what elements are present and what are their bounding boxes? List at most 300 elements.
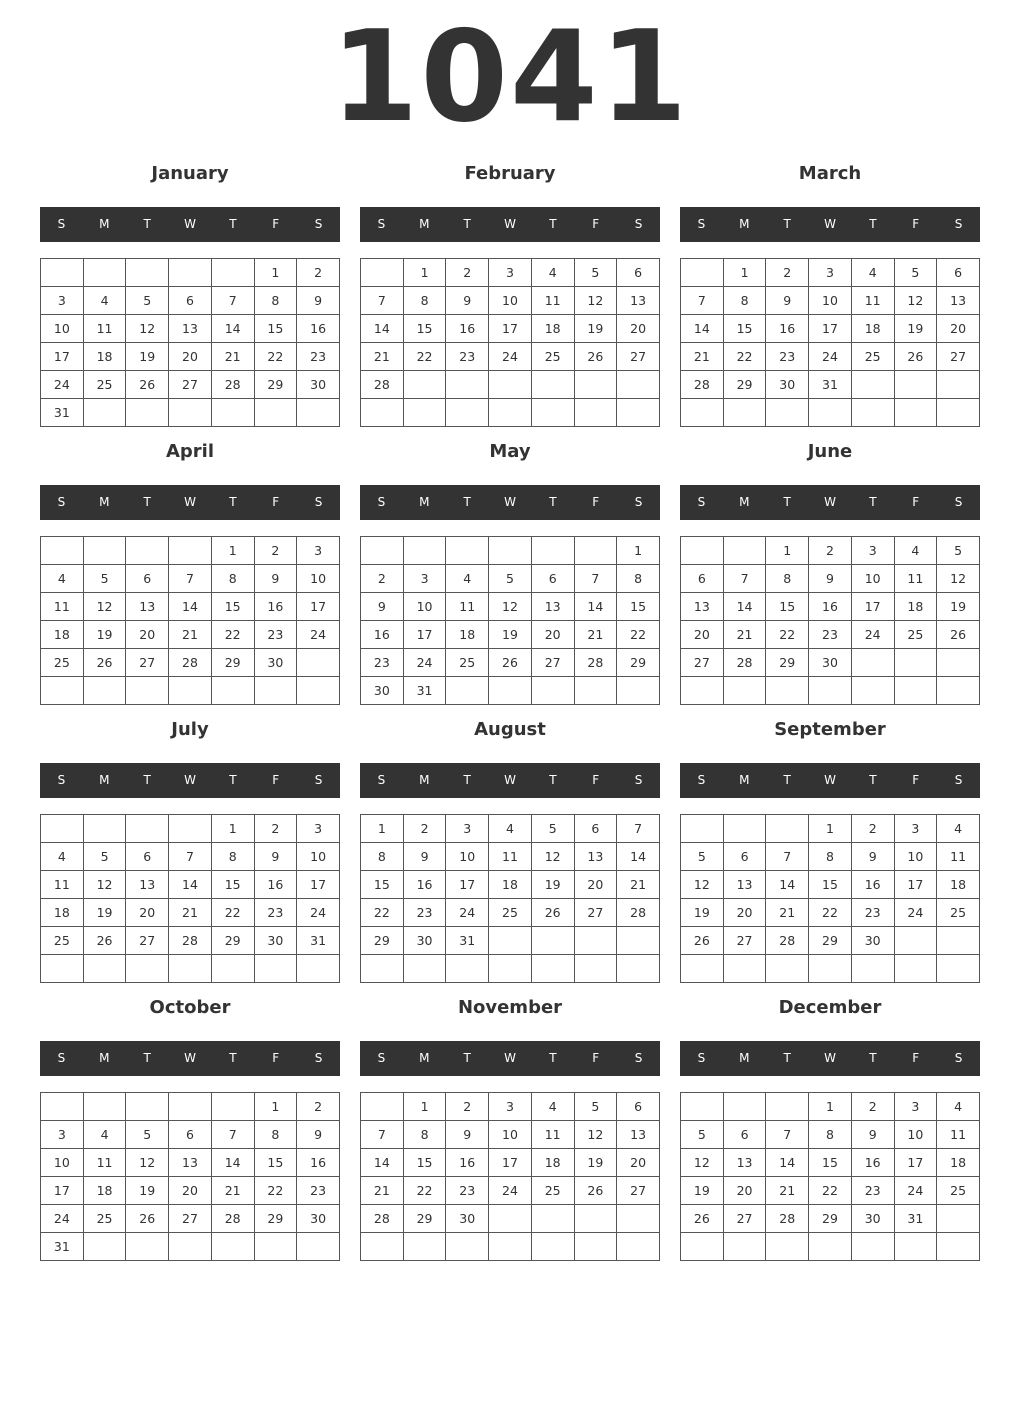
weekday-label: T <box>869 773 877 787</box>
week-row <box>361 1177 660 1205</box>
weekday-label: T <box>229 495 237 509</box>
day-cell: 13 <box>169 1149 212 1177</box>
empty-day-cell <box>297 399 340 427</box>
day-cell: 8 <box>254 287 297 315</box>
weekday-header <box>40 763 340 798</box>
empty-day-cell <box>169 815 212 843</box>
day-cell: 4 <box>937 815 980 843</box>
empty-day-cell <box>41 259 84 287</box>
day-cell: 30 <box>254 649 297 677</box>
day-cell: 15 <box>766 593 809 621</box>
day-cell: 19 <box>574 1149 617 1177</box>
day-cell: 22 <box>809 899 852 927</box>
day-cell: 3 <box>41 1121 84 1149</box>
weekday-label: M <box>739 495 750 509</box>
day-cell: 19 <box>126 343 169 371</box>
day-cell: 10 <box>894 843 937 871</box>
weekday-header <box>360 763 660 798</box>
day-cell: 2 <box>297 1093 340 1121</box>
week-row <box>681 565 980 593</box>
week-row <box>361 1205 660 1233</box>
week-row <box>41 315 340 343</box>
day-cell: 31 <box>809 371 852 399</box>
empty-day-cell <box>681 955 724 983</box>
empty-day-cell <box>851 955 894 983</box>
day-cell: 9 <box>851 843 894 871</box>
day-cell: 13 <box>937 287 980 315</box>
week-row <box>41 1233 340 1261</box>
day-cell: 25 <box>83 371 126 399</box>
day-cell: 26 <box>894 343 937 371</box>
empty-day-cell <box>574 1233 617 1261</box>
day-cell: 8 <box>211 843 254 871</box>
empty-day-cell <box>531 1233 574 1261</box>
empty-day-cell <box>489 677 532 705</box>
weekday-label: T <box>143 495 151 509</box>
day-cell: 22 <box>211 621 254 649</box>
day-cell: 30 <box>446 1205 489 1233</box>
empty-day-cell <box>894 649 937 677</box>
weekday-label: M <box>739 1051 750 1065</box>
day-cell: 27 <box>126 649 169 677</box>
empty-day-cell <box>851 371 894 399</box>
day-cell: 23 <box>809 621 852 649</box>
day-cell: 10 <box>894 1121 937 1149</box>
day-cell: 7 <box>211 1121 254 1149</box>
weekday-header <box>360 207 660 242</box>
weekday-label: T <box>143 773 151 787</box>
day-cell: 28 <box>211 371 254 399</box>
day-cell: 13 <box>574 843 617 871</box>
weekday-label: W <box>184 1051 196 1065</box>
empty-day-cell <box>766 955 809 983</box>
week-row <box>41 399 340 427</box>
weekday-label: T <box>463 495 471 509</box>
empty-day-cell <box>894 371 937 399</box>
day-cell: 22 <box>403 1177 446 1205</box>
day-cell: 25 <box>41 927 84 955</box>
day-cell: 8 <box>766 565 809 593</box>
empty-day-cell <box>937 399 980 427</box>
empty-day-cell <box>126 1233 169 1261</box>
weekday-header <box>360 485 660 520</box>
day-cell: 13 <box>723 871 766 899</box>
day-cell: 6 <box>169 1121 212 1149</box>
day-cell: 12 <box>574 287 617 315</box>
day-cell: 29 <box>766 649 809 677</box>
day-cell: 2 <box>446 259 489 287</box>
day-cell: 21 <box>361 1177 404 1205</box>
weekday-header <box>360 1041 660 1076</box>
weekday-header <box>680 1041 980 1076</box>
weekday-label: S <box>954 495 963 509</box>
day-cell: 21 <box>766 1177 809 1205</box>
empty-day-cell <box>574 399 617 427</box>
day-cell: 29 <box>809 1205 852 1233</box>
day-cell: 15 <box>403 315 446 343</box>
day-cell: 20 <box>617 315 660 343</box>
day-cell: 10 <box>446 843 489 871</box>
day-cell: 27 <box>169 371 212 399</box>
empty-day-cell <box>937 371 980 399</box>
weekday-label: W <box>824 1051 836 1065</box>
weekday-label: T <box>463 217 471 231</box>
weekday-label: W <box>504 217 516 231</box>
empty-day-cell <box>617 1205 660 1233</box>
day-grid <box>40 1092 340 1261</box>
day-cell: 31 <box>894 1205 937 1233</box>
week-row <box>681 315 980 343</box>
day-cell: 28 <box>617 899 660 927</box>
day-cell: 2 <box>297 259 340 287</box>
weekday-label: S <box>377 495 386 509</box>
week-row <box>681 1177 980 1205</box>
week-row <box>361 871 660 899</box>
day-cell: 9 <box>446 1121 489 1149</box>
day-cell: 12 <box>531 843 574 871</box>
weekday-label: T <box>869 217 877 231</box>
day-cell: 7 <box>574 565 617 593</box>
day-cell: 3 <box>297 537 340 565</box>
day-cell: 21 <box>766 899 809 927</box>
empty-day-cell <box>531 1205 574 1233</box>
week-row <box>41 593 340 621</box>
empty-day-cell <box>254 1233 297 1261</box>
day-cell: 25 <box>937 899 980 927</box>
weekday-label: W <box>504 773 516 787</box>
day-cell: 24 <box>297 899 340 927</box>
day-cell: 23 <box>851 1177 894 1205</box>
day-cell: 10 <box>41 315 84 343</box>
week-row <box>681 1205 980 1233</box>
day-cell: 1 <box>766 537 809 565</box>
day-cell: 4 <box>83 287 126 315</box>
weekday-label: F <box>592 495 600 509</box>
empty-day-cell <box>169 677 212 705</box>
month-name: October <box>149 997 231 1018</box>
day-cell: 12 <box>126 1149 169 1177</box>
day-cell: 21 <box>723 621 766 649</box>
empty-day-cell <box>169 399 212 427</box>
day-cell: 26 <box>489 649 532 677</box>
day-cell: 8 <box>809 843 852 871</box>
week-row <box>681 843 980 871</box>
day-cell: 7 <box>361 1121 404 1149</box>
empty-day-cell <box>531 955 574 983</box>
day-cell: 19 <box>83 899 126 927</box>
day-cell: 1 <box>211 537 254 565</box>
day-cell: 28 <box>169 649 212 677</box>
day-cell: 13 <box>681 593 724 621</box>
empty-day-cell <box>766 1233 809 1261</box>
day-cell: 24 <box>809 343 852 371</box>
week-row <box>361 1149 660 1177</box>
day-cell: 9 <box>361 593 404 621</box>
week-row <box>41 843 340 871</box>
day-cell: 5 <box>574 1093 617 1121</box>
day-cell: 17 <box>41 343 84 371</box>
weekday-label: T <box>783 217 791 231</box>
day-cell: 3 <box>489 259 532 287</box>
weekday-label: W <box>504 1051 516 1065</box>
empty-day-cell <box>723 1093 766 1121</box>
weekday-label: S <box>377 773 386 787</box>
day-grid <box>360 536 660 705</box>
week-row <box>41 955 340 983</box>
day-cell: 21 <box>169 899 212 927</box>
day-cell: 31 <box>446 927 489 955</box>
day-cell: 18 <box>489 871 532 899</box>
weekday-header <box>680 485 980 520</box>
day-cell: 14 <box>169 593 212 621</box>
week-row <box>41 621 340 649</box>
day-cell: 18 <box>446 621 489 649</box>
week-row <box>41 815 340 843</box>
empty-day-cell <box>489 955 532 983</box>
day-cell: 18 <box>531 1149 574 1177</box>
day-grid <box>40 814 340 983</box>
weekday-header <box>40 1041 340 1076</box>
empty-day-cell <box>446 537 489 565</box>
weekday-label: T <box>229 773 237 787</box>
weekday-label: F <box>592 217 600 231</box>
day-cell: 13 <box>126 871 169 899</box>
day-cell: 25 <box>531 343 574 371</box>
day-cell: 27 <box>681 649 724 677</box>
weekday-label: T <box>783 773 791 787</box>
week-row <box>41 371 340 399</box>
week-row <box>361 1093 660 1121</box>
day-cell: 17 <box>851 593 894 621</box>
empty-day-cell <box>937 955 980 983</box>
empty-day-cell <box>489 399 532 427</box>
day-cell: 28 <box>211 1205 254 1233</box>
weekday-label: T <box>229 1051 237 1065</box>
day-cell: 31 <box>41 1233 84 1261</box>
day-cell: 5 <box>489 565 532 593</box>
day-cell: 28 <box>723 649 766 677</box>
day-cell: 15 <box>361 871 404 899</box>
day-cell: 16 <box>851 871 894 899</box>
day-cell: 12 <box>83 593 126 621</box>
weekday-label: M <box>419 1051 430 1065</box>
empty-day-cell <box>297 955 340 983</box>
weekday-label: F <box>272 495 280 509</box>
day-cell: 24 <box>489 1177 532 1205</box>
week-row <box>41 1177 340 1205</box>
day-cell: 8 <box>403 287 446 315</box>
weekday-label: F <box>272 217 280 231</box>
empty-day-cell <box>41 815 84 843</box>
empty-day-cell <box>681 677 724 705</box>
empty-day-cell <box>489 537 532 565</box>
day-cell: 26 <box>83 927 126 955</box>
day-cell: 13 <box>723 1149 766 1177</box>
day-cell: 20 <box>681 621 724 649</box>
day-cell: 25 <box>937 1177 980 1205</box>
day-cell: 1 <box>723 259 766 287</box>
week-row <box>361 1121 660 1149</box>
empty-day-cell <box>809 399 852 427</box>
day-cell: 7 <box>361 287 404 315</box>
day-cell: 19 <box>574 315 617 343</box>
day-cell: 27 <box>126 927 169 955</box>
day-cell: 3 <box>894 815 937 843</box>
day-cell: 2 <box>851 815 894 843</box>
day-cell: 9 <box>297 1121 340 1149</box>
day-cell: 17 <box>403 621 446 649</box>
empty-day-cell <box>574 1205 617 1233</box>
day-cell: 1 <box>403 259 446 287</box>
day-cell: 18 <box>83 343 126 371</box>
empty-day-cell <box>446 399 489 427</box>
day-cell: 24 <box>403 649 446 677</box>
day-cell: 7 <box>169 565 212 593</box>
empty-day-cell <box>297 677 340 705</box>
day-cell: 31 <box>297 927 340 955</box>
month-name: May <box>489 441 531 462</box>
empty-day-cell <box>574 371 617 399</box>
day-cell: 22 <box>361 899 404 927</box>
day-cell: 3 <box>489 1093 532 1121</box>
day-cell: 30 <box>766 371 809 399</box>
day-cell: 9 <box>766 287 809 315</box>
day-cell: 27 <box>531 649 574 677</box>
empty-day-cell <box>361 259 404 287</box>
week-row <box>681 927 980 955</box>
week-row <box>361 843 660 871</box>
day-cell: 15 <box>403 1149 446 1177</box>
week-row <box>361 537 660 565</box>
week-row <box>41 1205 340 1233</box>
month-name: December <box>778 997 882 1018</box>
weekday-label: S <box>57 1051 66 1065</box>
day-cell: 23 <box>254 621 297 649</box>
empty-day-cell <box>723 537 766 565</box>
empty-day-cell <box>574 927 617 955</box>
day-cell: 12 <box>894 287 937 315</box>
week-row <box>681 399 980 427</box>
day-cell: 4 <box>83 1121 126 1149</box>
empty-day-cell <box>254 677 297 705</box>
weekday-label: S <box>634 217 643 231</box>
empty-day-cell <box>851 399 894 427</box>
weekday-label: M <box>419 217 430 231</box>
empty-day-cell <box>211 955 254 983</box>
day-cell: 25 <box>851 343 894 371</box>
week-row <box>361 955 660 983</box>
weekday-label: S <box>57 773 66 787</box>
day-cell: 5 <box>531 815 574 843</box>
month-name: July <box>171 719 209 740</box>
day-cell: 14 <box>361 315 404 343</box>
day-cell: 15 <box>723 315 766 343</box>
day-cell: 6 <box>126 843 169 871</box>
week-row <box>681 1149 980 1177</box>
weekday-label: S <box>697 1051 706 1065</box>
day-cell: 22 <box>254 343 297 371</box>
empty-day-cell <box>766 1093 809 1121</box>
day-cell: 26 <box>681 927 724 955</box>
week-row <box>361 1233 660 1261</box>
empty-day-cell <box>574 677 617 705</box>
week-row <box>681 1093 980 1121</box>
empty-day-cell <box>446 1233 489 1261</box>
day-cell: 28 <box>766 927 809 955</box>
day-cell: 13 <box>126 593 169 621</box>
day-cell: 7 <box>766 1121 809 1149</box>
day-cell: 21 <box>617 871 660 899</box>
empty-day-cell <box>617 1233 660 1261</box>
empty-day-cell <box>41 1093 84 1121</box>
weekday-label: S <box>697 217 706 231</box>
day-cell: 19 <box>126 1177 169 1205</box>
empty-day-cell <box>126 677 169 705</box>
empty-day-cell <box>126 1093 169 1121</box>
day-cell: 30 <box>254 927 297 955</box>
weekday-label: T <box>869 495 877 509</box>
day-grid <box>680 814 980 983</box>
empty-day-cell <box>211 677 254 705</box>
day-cell: 1 <box>211 815 254 843</box>
empty-day-cell <box>531 927 574 955</box>
day-cell: 28 <box>574 649 617 677</box>
day-cell: 7 <box>617 815 660 843</box>
week-row <box>41 871 340 899</box>
day-cell: 2 <box>254 815 297 843</box>
day-cell: 4 <box>937 1093 980 1121</box>
day-cell: 8 <box>617 565 660 593</box>
empty-day-cell <box>446 371 489 399</box>
day-cell: 15 <box>809 871 852 899</box>
day-cell: 17 <box>894 871 937 899</box>
day-cell: 11 <box>83 315 126 343</box>
day-cell: 6 <box>617 259 660 287</box>
day-cell: 30 <box>403 927 446 955</box>
day-cell: 11 <box>531 287 574 315</box>
day-cell: 30 <box>297 1205 340 1233</box>
weekday-label: T <box>549 495 557 509</box>
day-cell: 15 <box>211 871 254 899</box>
day-cell: 7 <box>211 287 254 315</box>
empty-day-cell <box>297 649 340 677</box>
day-cell: 24 <box>446 899 489 927</box>
empty-day-cell <box>937 1205 980 1233</box>
day-cell: 5 <box>126 287 169 315</box>
week-row <box>681 899 980 927</box>
week-row <box>681 343 980 371</box>
weekday-label: S <box>954 217 963 231</box>
day-cell: 28 <box>361 1205 404 1233</box>
day-cell: 21 <box>574 621 617 649</box>
empty-day-cell <box>446 677 489 705</box>
empty-day-cell <box>361 399 404 427</box>
empty-day-cell <box>211 1093 254 1121</box>
day-cell: 4 <box>41 843 84 871</box>
day-cell: 29 <box>254 371 297 399</box>
empty-day-cell <box>403 537 446 565</box>
day-cell: 15 <box>809 1149 852 1177</box>
day-cell: 6 <box>723 843 766 871</box>
empty-day-cell <box>937 927 980 955</box>
empty-day-cell <box>617 399 660 427</box>
empty-day-cell <box>809 955 852 983</box>
weekday-label: T <box>549 217 557 231</box>
day-cell: 14 <box>169 871 212 899</box>
day-cell: 26 <box>937 621 980 649</box>
month-name: February <box>464 163 556 184</box>
weekday-label: F <box>592 773 600 787</box>
